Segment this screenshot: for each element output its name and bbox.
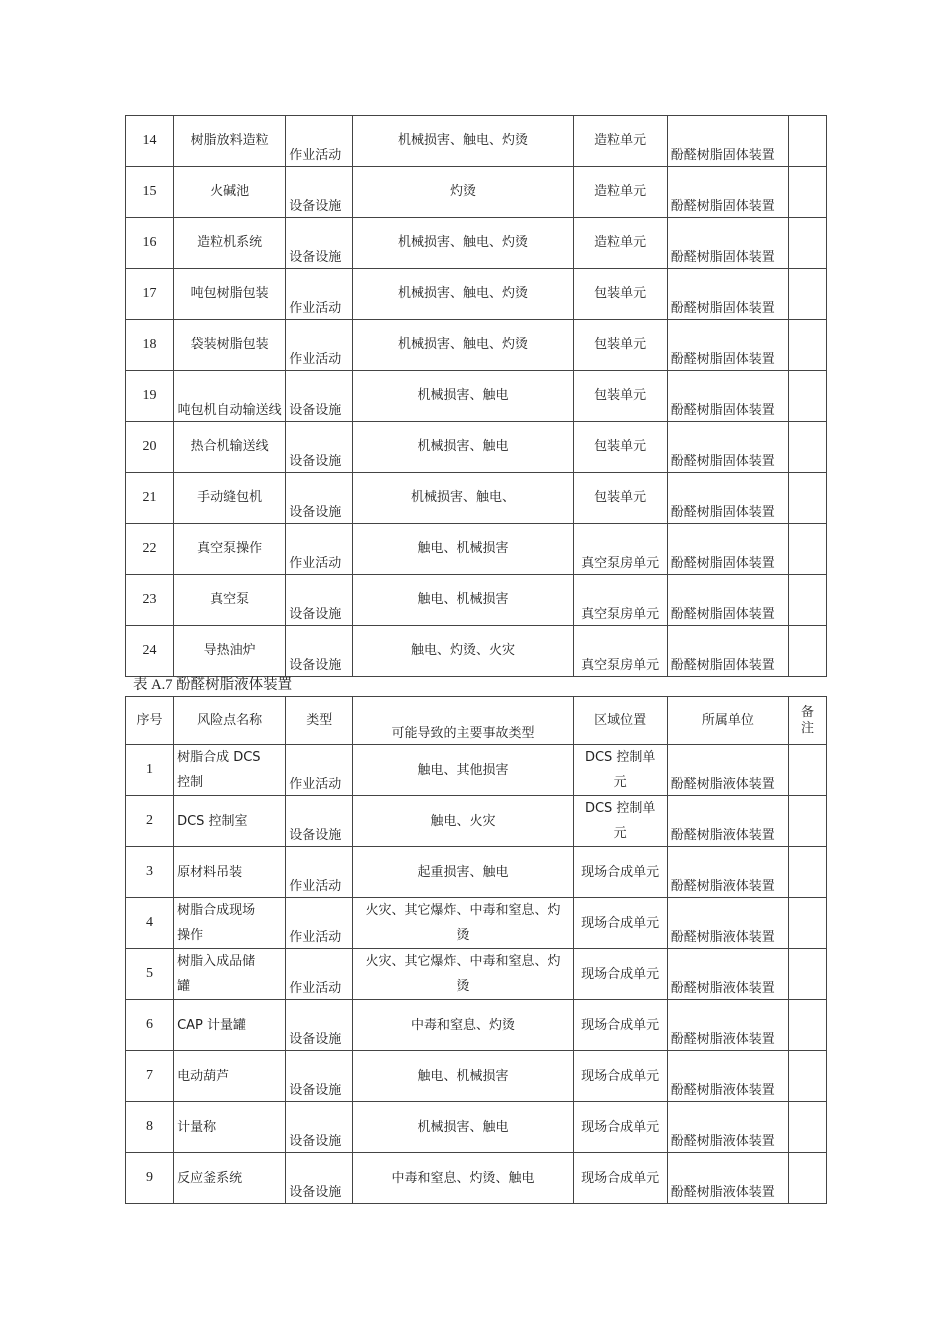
area-location — [573, 745, 667, 796]
table-row — [126, 796, 827, 847]
table-row — [126, 116, 827, 167]
risk-point-name: 火碱池 — [174, 167, 286, 218]
area-location-line2: 元 — [613, 826, 627, 841]
area-location: 造粒单元 — [573, 218, 667, 269]
remark — [788, 218, 826, 269]
risk-table-solid — [125, 115, 827, 677]
risk-type: 作业活动 — [286, 898, 353, 949]
owner-unit: 酚醛树脂液体装置 — [667, 1051, 788, 1102]
table-caption: 表 A.7 酚醛树脂液体装置 — [133, 677, 293, 693]
area-location: 包装单元 — [573, 371, 667, 422]
area-location: 真空泵房单元 — [573, 575, 667, 626]
remark — [788, 269, 826, 320]
remark — [788, 847, 826, 898]
owner-unit: 酚醛树脂固体装置 — [667, 626, 788, 677]
header-unit: 所属单位 — [667, 697, 788, 745]
area-location-line2: 现场合成单元 — [581, 966, 660, 982]
accident-types — [353, 796, 573, 847]
header-no: 序号 — [126, 697, 174, 745]
risk-type: 设备设施 — [286, 796, 353, 847]
row-number: 1 — [126, 745, 174, 796]
row-number: 20 — [126, 422, 174, 473]
accident-types — [353, 898, 573, 949]
accident-types-line1: 触电、机械损害 — [417, 1068, 509, 1084]
risk-type: 作业活动 — [286, 745, 353, 796]
accident-types: 机械损害、触电、 — [353, 473, 573, 524]
owner-unit: 酚醛树脂固体装置 — [667, 116, 788, 167]
owner-unit: 酚醛树脂液体装置 — [667, 949, 788, 1000]
remark — [788, 371, 826, 422]
risk-point-name: 导热油炉 — [174, 626, 286, 677]
risk-point-name: 袋装树脂包装 — [174, 320, 286, 371]
risk-type: 设备设施 — [286, 626, 353, 677]
risk-type: 设备设施 — [286, 1000, 353, 1051]
remark — [788, 575, 826, 626]
remark — [788, 524, 826, 575]
remark — [788, 167, 826, 218]
table-row — [126, 422, 827, 473]
table-row — [126, 269, 827, 320]
accident-types — [353, 847, 573, 898]
area-location: 真空泵房单元 — [573, 524, 667, 575]
table-row — [126, 524, 827, 575]
area-location — [573, 949, 667, 1000]
accident-types: 机械损害、触电、灼烫 — [353, 269, 573, 320]
accident-types: 触电、灼烫、火灾 — [353, 626, 573, 677]
remark — [788, 898, 826, 949]
header-area: 区域位置 — [573, 697, 667, 745]
row-number: 17 — [126, 269, 174, 320]
remark — [788, 1051, 826, 1102]
area-location: 造粒单元 — [573, 167, 667, 218]
remark — [788, 116, 826, 167]
table-row — [126, 745, 827, 796]
area-location — [573, 847, 667, 898]
remark — [788, 422, 826, 473]
accident-types-line1: 起重损害、触电 — [417, 864, 509, 880]
owner-unit: 酚醛树脂固体装置 — [667, 269, 788, 320]
remark — [788, 745, 826, 796]
area-location: 包装单元 — [573, 269, 667, 320]
remark — [788, 1102, 826, 1153]
row-number: 3 — [126, 847, 174, 898]
table-row — [126, 320, 827, 371]
accident-types-line2: 烫 — [456, 979, 470, 994]
accident-types-line1: 触电、其他损害 — [417, 762, 509, 778]
risk-point-name-line2: 控制 — [177, 775, 204, 790]
area-location-line1: DCS 控制单 — [584, 801, 656, 816]
accident-types: 灼烫 — [353, 167, 573, 218]
table-row — [126, 1102, 827, 1153]
risk-type: 作业活动 — [286, 949, 353, 1000]
area-location — [573, 898, 667, 949]
table-row — [126, 626, 827, 677]
owner-unit: 酚醛树脂固体装置 — [667, 524, 788, 575]
risk-point-name-line1: 原材料吊装 — [177, 864, 243, 880]
risk-point-name — [174, 1000, 286, 1051]
accident-types — [353, 949, 573, 1000]
table-row — [126, 847, 827, 898]
risk-type: 作业活动 — [286, 116, 353, 167]
accident-types — [353, 745, 573, 796]
remark — [788, 626, 826, 677]
risk-point-name-line1: 反应釜系统 — [177, 1170, 243, 1186]
header-name: 风险点名称 — [174, 697, 286, 745]
owner-unit: 酚醛树脂液体装置 — [667, 898, 788, 949]
owner-unit: 酚醛树脂液体装置 — [667, 1000, 788, 1051]
accident-types-line2: 烫 — [456, 928, 470, 943]
accident-types-line1: 机械损害、触电 — [417, 1119, 509, 1135]
risk-point-name-line1: 树脂入成品储 — [177, 954, 256, 969]
header-type: 类型 — [286, 697, 353, 745]
remark — [788, 949, 826, 1000]
table-row — [126, 1153, 827, 1204]
owner-unit: 酚醛树脂固体装置 — [667, 218, 788, 269]
row-number: 19 — [126, 371, 174, 422]
header-accident: 可能导致的主要事故类型 — [353, 697, 573, 745]
risk-point-name-line2: 罐 — [177, 979, 191, 994]
accident-types-line1: 中毒和窒息、灼烫 — [410, 1017, 515, 1033]
owner-unit: 酚醛树脂固体装置 — [667, 320, 788, 371]
header-note-line2: 注 — [800, 720, 814, 736]
row-number: 6 — [126, 1000, 174, 1051]
row-number: 22 — [126, 524, 174, 575]
table-row — [126, 949, 827, 1000]
risk-type: 作业活动 — [286, 524, 353, 575]
risk-type: 作业活动 — [286, 320, 353, 371]
owner-unit: 酚醛树脂液体装置 — [667, 847, 788, 898]
risk-point-name-line1: 树脂合成现场 — [177, 903, 256, 918]
accident-types: 机械损害、触电 — [353, 371, 573, 422]
area-location-line2: 现场合成单元 — [581, 1119, 660, 1135]
risk-type: 设备设施 — [286, 1153, 353, 1204]
risk-point-name-line2: 操作 — [177, 928, 204, 943]
accident-types: 触电、机械损害 — [353, 575, 573, 626]
table-row — [126, 473, 827, 524]
risk-point-name: 真空泵操作 — [174, 524, 286, 575]
header-note-line1: 备 — [800, 704, 814, 720]
area-location-line2: 元 — [613, 775, 627, 790]
area-location — [573, 1000, 667, 1051]
row-number: 18 — [126, 320, 174, 371]
risk-table-liquid — [125, 696, 827, 1204]
remark — [788, 1153, 826, 1204]
row-number: 4 — [126, 898, 174, 949]
row-number: 2 — [126, 796, 174, 847]
row-number: 7 — [126, 1051, 174, 1102]
accident-types — [353, 1153, 573, 1204]
accident-types — [353, 1102, 573, 1153]
table-row — [126, 1000, 827, 1051]
risk-point-name-line1: DCS 控制室 — [177, 813, 248, 829]
risk-type: 设备设施 — [286, 1102, 353, 1153]
table-row — [126, 371, 827, 422]
risk-point-name — [174, 1051, 286, 1102]
table-row — [126, 575, 827, 626]
table-header-row — [126, 697, 827, 745]
accident-types: 机械损害、触电、灼烫 — [353, 218, 573, 269]
owner-unit: 酚醛树脂液体装置 — [667, 1102, 788, 1153]
risk-point-name-line1: 电动葫芦 — [177, 1068, 230, 1084]
row-number: 14 — [126, 116, 174, 167]
remark — [788, 473, 826, 524]
risk-point-name — [174, 1153, 286, 1204]
owner-unit: 酚醛树脂液体装置 — [667, 796, 788, 847]
risk-type: 设备设施 — [286, 1051, 353, 1102]
row-number: 9 — [126, 1153, 174, 1204]
risk-point-name-line1: CAP 计量罐 — [177, 1017, 247, 1033]
risk-point-name: 树脂放料造粒 — [174, 116, 286, 167]
owner-unit: 酚醛树脂固体装置 — [667, 167, 788, 218]
remark — [788, 796, 826, 847]
area-location: 造粒单元 — [573, 116, 667, 167]
remark — [788, 320, 826, 371]
risk-type: 设备设施 — [286, 371, 353, 422]
owner-unit: 酚醛树脂固体装置 — [667, 575, 788, 626]
row-number: 8 — [126, 1102, 174, 1153]
risk-point-name: 热合机输送线 — [174, 422, 286, 473]
risk-point-name: 造粒机系统 — [174, 218, 286, 269]
risk-point-name-line1: 树脂合成 DCS — [177, 750, 261, 765]
header-note — [788, 697, 826, 745]
owner-unit: 酚醛树脂液体装置 — [667, 745, 788, 796]
area-location — [573, 796, 667, 847]
area-location: 包装单元 — [573, 473, 667, 524]
area-location-line2: 现场合成单元 — [581, 1017, 660, 1033]
table-row — [126, 218, 827, 269]
risk-point-name — [174, 949, 286, 1000]
risk-point-name-line1: 计量称 — [177, 1119, 217, 1135]
owner-unit: 酚醛树脂固体装置 — [667, 422, 788, 473]
accident-types-line1: 触电、火灾 — [430, 813, 496, 829]
area-location — [573, 1102, 667, 1153]
risk-point-name: 真空泵 — [174, 575, 286, 626]
owner-unit: 酚醛树脂固体装置 — [667, 473, 788, 524]
risk-type: 设备设施 — [286, 473, 353, 524]
risk-point-name — [174, 898, 286, 949]
table-row — [126, 898, 827, 949]
risk-point-name: 吨包树脂包装 — [174, 269, 286, 320]
area-location: 真空泵房单元 — [573, 626, 667, 677]
accident-types: 机械损害、触电 — [353, 422, 573, 473]
owner-unit: 酚醛树脂液体装置 — [667, 1153, 788, 1204]
risk-type: 作业活动 — [286, 269, 353, 320]
risk-type: 设备设施 — [286, 218, 353, 269]
area-location: 包装单元 — [573, 422, 667, 473]
risk-point-name — [174, 1102, 286, 1153]
risk-point-name: 吨包机自动输送线 — [174, 371, 286, 422]
area-location — [573, 1153, 667, 1204]
row-number: 5 — [126, 949, 174, 1000]
area-location-line2: 现场合成单元 — [581, 1170, 660, 1186]
accident-types-line1: 火灾、其它爆炸、中毒和窒息、灼 — [365, 954, 561, 969]
accident-types — [353, 1000, 573, 1051]
accident-types-line1: 火灾、其它爆炸、中毒和窒息、灼 — [365, 903, 561, 918]
accident-types: 触电、机械损害 — [353, 524, 573, 575]
row-number: 21 — [126, 473, 174, 524]
row-number: 16 — [126, 218, 174, 269]
accident-types-line1: 中毒和窒息、灼烫、触电 — [391, 1170, 535, 1186]
table-row — [126, 167, 827, 218]
accident-types: 机械损害、触电、灼烫 — [353, 320, 573, 371]
area-location: 包装单元 — [573, 320, 667, 371]
area-location-line2: 现场合成单元 — [581, 864, 660, 880]
area-location-line2: 现场合成单元 — [581, 1068, 660, 1084]
remark — [788, 1000, 826, 1051]
accident-types: 机械损害、触电、灼烫 — [353, 116, 573, 167]
risk-type: 设备设施 — [286, 422, 353, 473]
row-number: 24 — [126, 626, 174, 677]
area-location-line1: DCS 控制单 — [584, 750, 656, 765]
area-location-line2: 现场合成单元 — [581, 915, 660, 931]
row-number: 15 — [126, 167, 174, 218]
row-number: 23 — [126, 575, 174, 626]
area-location — [573, 1051, 667, 1102]
risk-point-name — [174, 745, 286, 796]
risk-type: 设备设施 — [286, 575, 353, 626]
risk-point-name: 手动缝包机 — [174, 473, 286, 524]
risk-point-name — [174, 796, 286, 847]
table-row — [126, 1051, 827, 1102]
owner-unit: 酚醛树脂固体装置 — [667, 371, 788, 422]
risk-type: 作业活动 — [286, 847, 353, 898]
accident-types — [353, 1051, 573, 1102]
risk-point-name — [174, 847, 286, 898]
risk-type: 设备设施 — [286, 167, 353, 218]
